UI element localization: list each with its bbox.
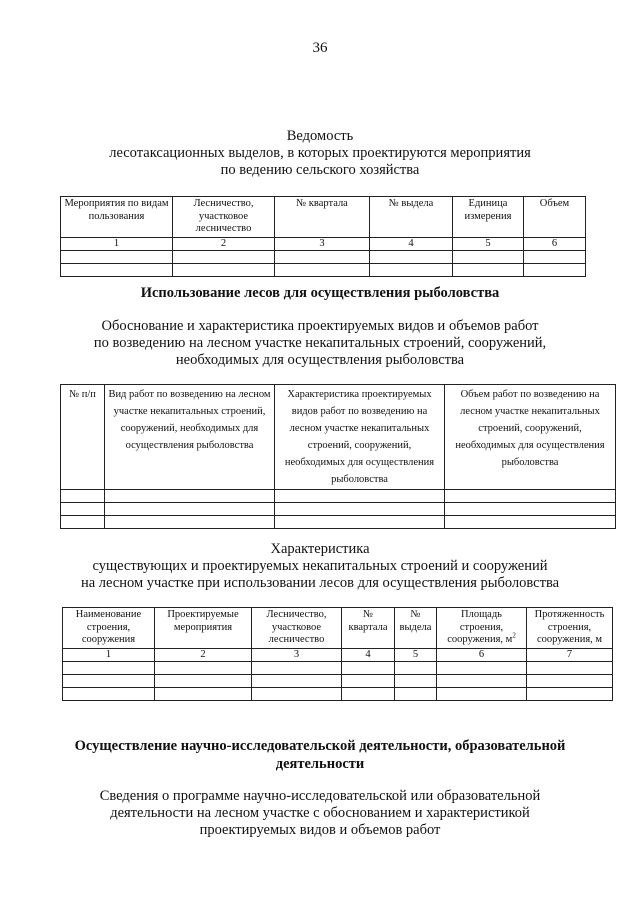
col-number: 3 <box>252 648 342 661</box>
table-header-row <box>61 197 586 238</box>
col-number: 2 <box>155 648 252 661</box>
section2-heading: Использование лесов для осуществления рыболовства <box>140 285 500 301</box>
table-number-row <box>63 648 613 661</box>
section1-title-line: Ведомость <box>286 128 354 144</box>
col-header-quarter: № квартала <box>275 197 370 238</box>
col-header-work-volume: Объем работ по возведению на лесном участке некапитальных строений, сооружений, необходимых для осуществления рыболовства <box>445 385 616 490</box>
section3-title-line: существующих и проектируемых некапитальных строений и сооружений <box>92 558 548 574</box>
section2-title <box>40 318 600 369</box>
section3-title-line: на лесном участке при использовании лесов для осуществления рыболовства <box>80 575 560 591</box>
section2-table <box>60 384 616 529</box>
col-header-area-text: Площадь строения, сооружения, м <box>447 609 513 645</box>
table-row <box>61 516 616 529</box>
section2-title-line: необходимых для осуществления рыболовства <box>175 352 465 368</box>
table-row <box>61 503 616 516</box>
col-number: 5 <box>453 237 524 250</box>
col-number: 6 <box>524 237 586 250</box>
col-header-area <box>437 608 527 649</box>
col-number: 3 <box>275 237 370 250</box>
col-number: 4 <box>342 648 395 661</box>
section1-title <box>40 128 600 179</box>
col-header-forestry: Лесничество, участковое лесничество <box>252 608 342 649</box>
section1-title-line: по ведению сельского хозяйства <box>220 162 420 178</box>
page-number: 36 <box>312 40 328 56</box>
area-superscript: 2 <box>512 631 516 640</box>
table-number-row <box>61 237 586 250</box>
col-number: 6 <box>437 648 527 661</box>
section4-heading <box>40 737 600 773</box>
table-row <box>63 687 613 700</box>
col-header-length: Протяженность строения, сооружения, м <box>527 608 613 649</box>
col-header-number: № п/п <box>61 385 105 490</box>
col-number: 1 <box>61 237 173 250</box>
section4-title-line: проектируемых видов и объемов работ <box>199 822 441 838</box>
col-header-quarter: № квартала <box>342 608 395 649</box>
section4-heading-line: Осуществление научно-исследовательской деятельности, образовательной <box>74 738 566 754</box>
col-header-planned-activities: Проектируемые мероприятия <box>155 608 252 649</box>
section2-title-line: Обоснование и характеристика проектируемых видов и объемов работ <box>101 318 539 334</box>
col-number: 4 <box>370 237 453 250</box>
section4-title-line: деятельности на лесном участке с обоснованием и характеристикой <box>110 805 530 821</box>
section1-table <box>60 196 586 277</box>
col-number: 7 <box>527 648 613 661</box>
col-header-unit: Единица измерения <box>453 197 524 238</box>
col-header-characteristics: Характеристика проектируемых видов работ по возведению на лесном участке некапитальных строений, сооружений, необходимых для осуществления рыболовства <box>275 385 445 490</box>
col-header-structure-name: Наименование строения, сооружения <box>63 608 155 649</box>
table-header-row <box>61 385 616 490</box>
section3-table <box>62 607 613 701</box>
section4-title <box>40 788 600 839</box>
col-number: 1 <box>63 648 155 661</box>
table-row <box>61 263 586 276</box>
col-header-allotment: № выдела <box>370 197 453 238</box>
table-header-row <box>63 608 613 649</box>
table-row <box>61 250 586 263</box>
section3-title-line: Характеристика <box>270 541 370 557</box>
col-header-work-type: Вид работ по возведению на лесном участке некапитальных строений, сооружений, необходимых для осуществления рыболовства <box>105 385 275 490</box>
section1-title-line: лесотаксационных выделов, в которых проектируются мероприятия <box>109 145 531 161</box>
table-row <box>63 661 613 674</box>
section4-title-line: Сведения о программе научно-исследовательской или образовательной <box>99 788 541 804</box>
col-header-allotment: № выдела <box>395 608 437 649</box>
col-number: 2 <box>173 237 275 250</box>
col-header-forestry: Лесничество, участковое лесничество <box>173 197 275 238</box>
table-row <box>63 674 613 687</box>
section2-title-line: по возведению на лесном участке некапитальных строений, сооружений, <box>93 335 547 351</box>
section3-title <box>40 541 600 592</box>
table-row <box>61 490 616 503</box>
section4-heading-line: деятельности <box>275 756 365 772</box>
col-number: 5 <box>395 648 437 661</box>
col-header-volume: Объем <box>524 197 586 238</box>
col-header-activities: Мероприятия по видам пользования <box>61 197 173 238</box>
